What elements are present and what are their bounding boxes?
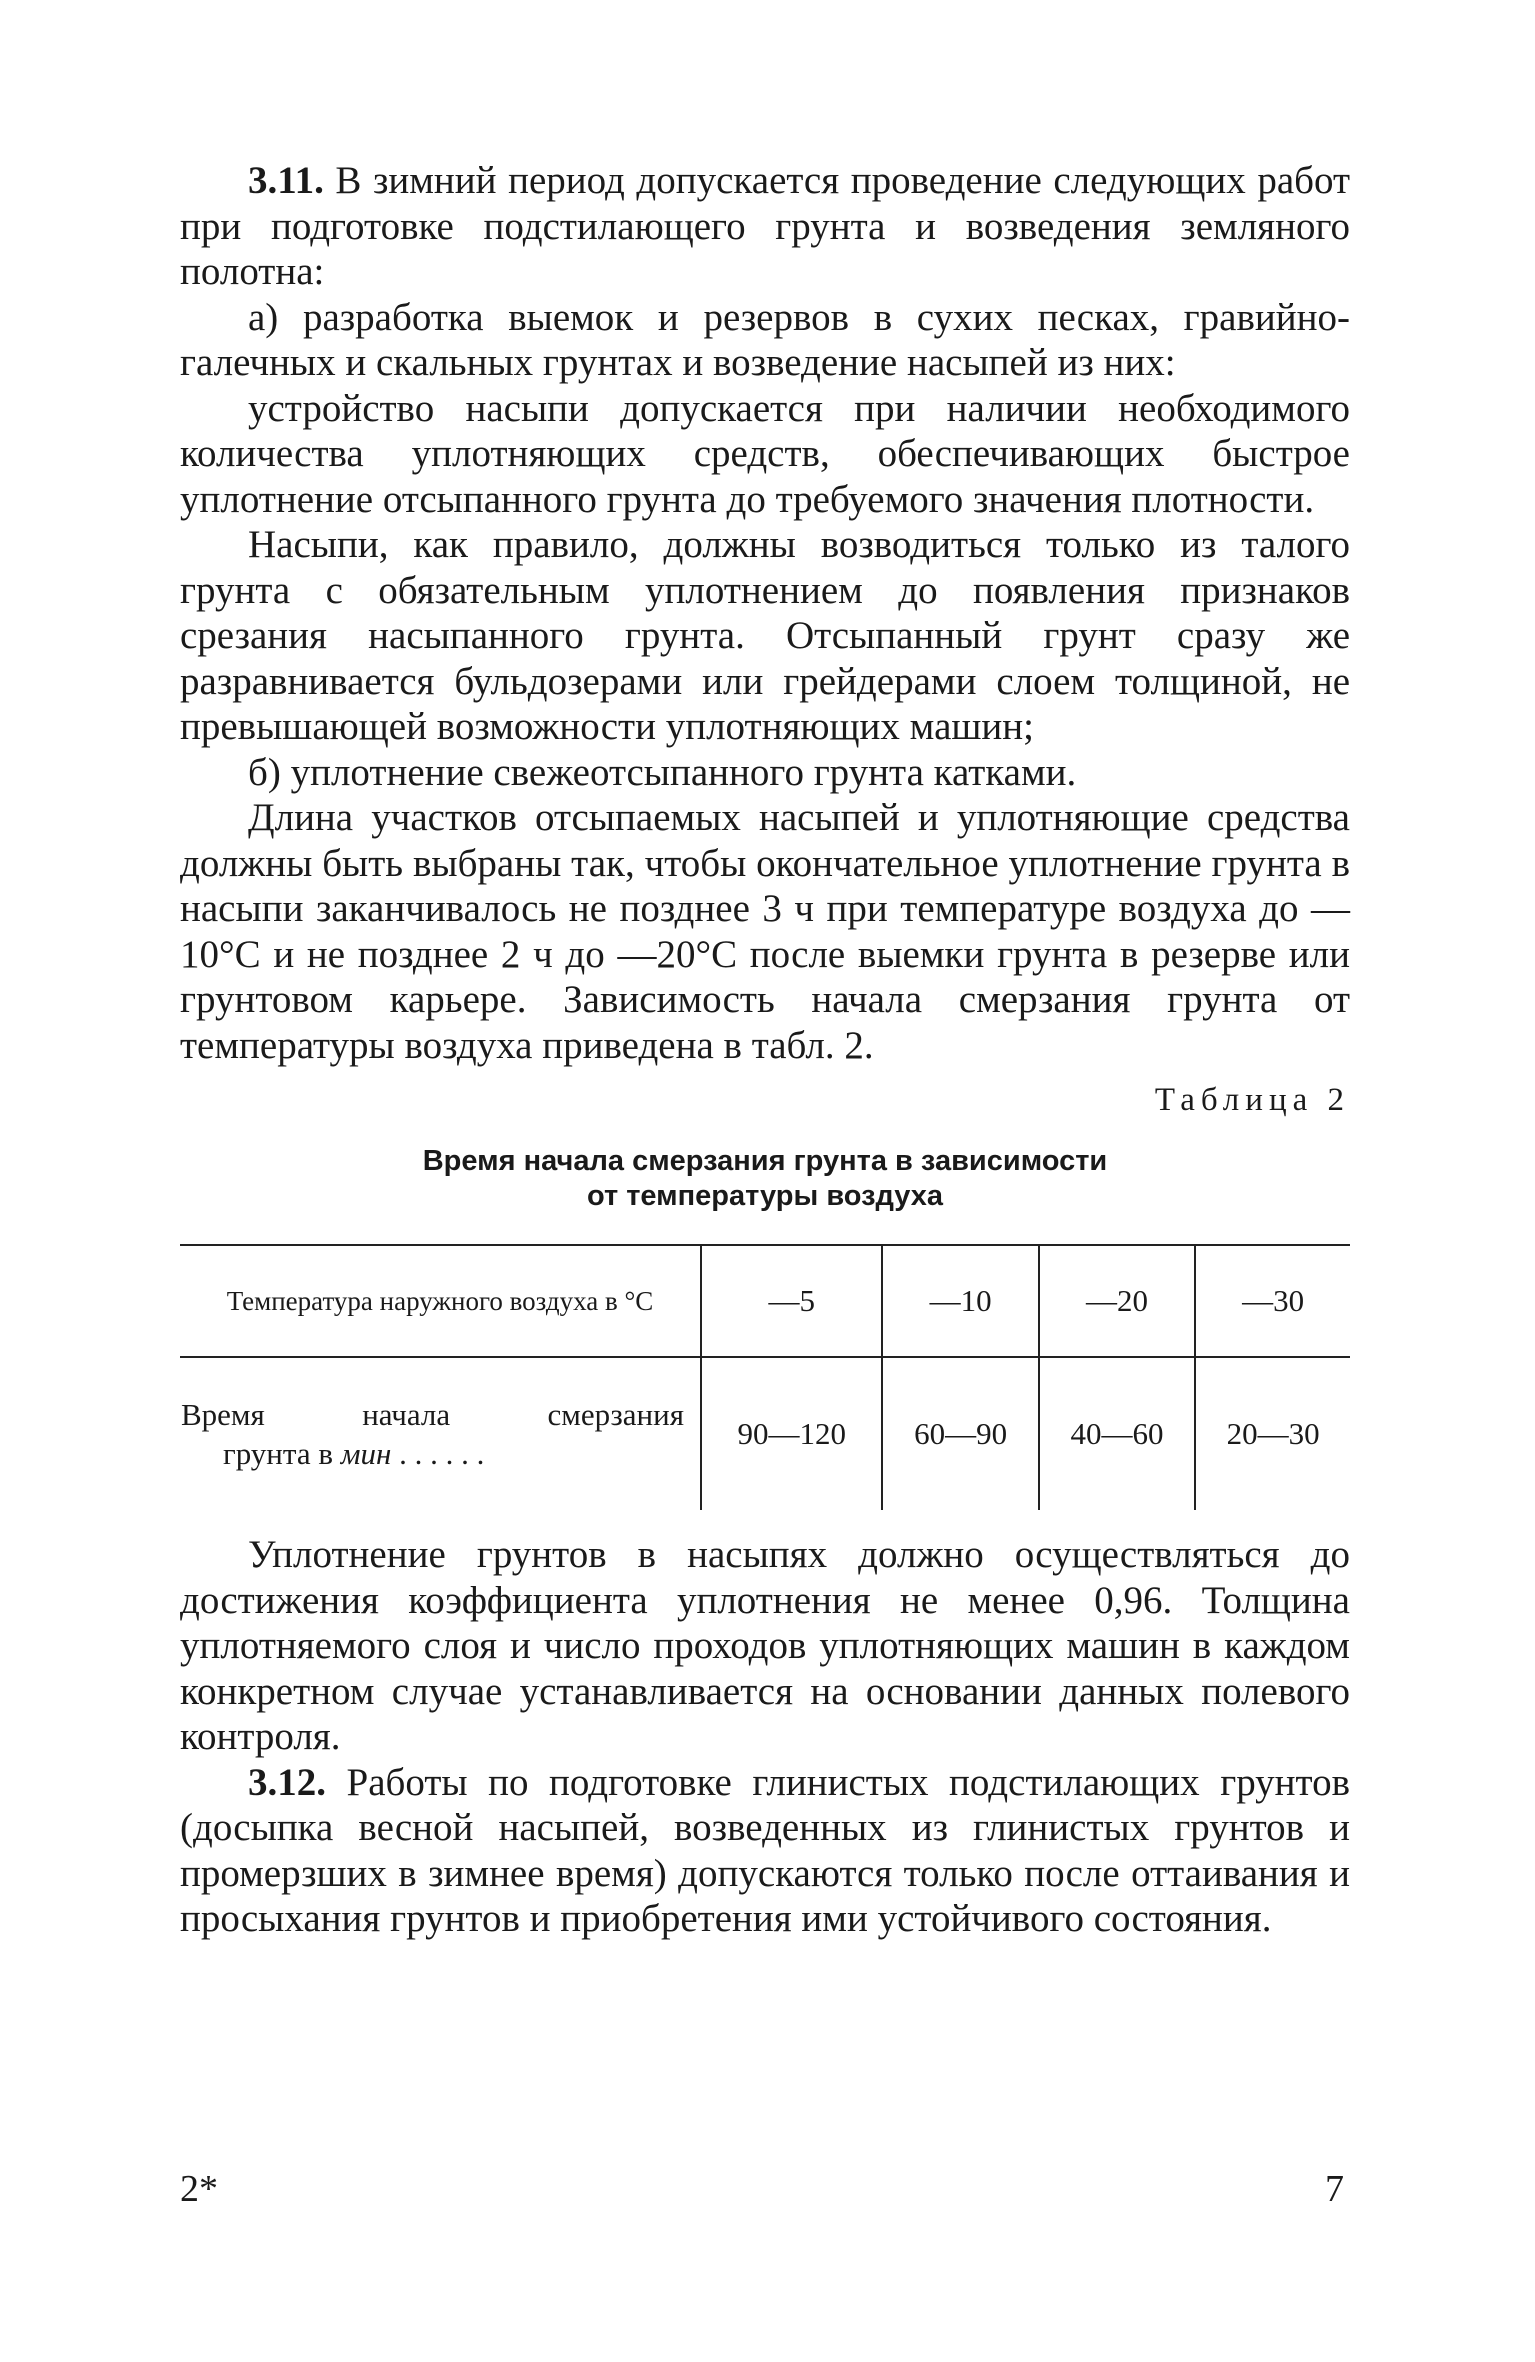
time-cell: 20—30 <box>1195 1357 1350 1510</box>
table-title <box>180 1144 1350 1214</box>
time-cell: 40—60 <box>1039 1357 1195 1510</box>
table-header-row <box>180 1245 1350 1357</box>
header-temp-cell: —20 <box>1039 1245 1195 1357</box>
section-3-12-text: Работы по подготовке глинистых подстилающих грунтов (досыпка весной насыпей, возведенных из глинистых грунтов и промерзших в зимнее время) допускаются только после оттаивания и просыхания грунтов и приобретения ими устойчивого состояния. <box>180 1760 1350 1940</box>
compaction-paragraph: Уплотнение грунтов в насыпях должно осуществляться до достижения коэффициента уплотнения не менее 0,96. Толщина уплотняемого слоя и число проходов уплотняющих машин в каждом конкретном случае устанавливается на основании данных полевого контроля. <box>180 1533 1350 1758</box>
signature-mark: 2* <box>180 2168 218 2210</box>
row-label-word: начала <box>362 1397 451 1432</box>
section-3-12-paragraph <box>180 1760 1350 1942</box>
table-title-line-1: Время начала смерзания грунта в зависимости <box>422 1145 1108 1177</box>
row-label-freezing-start <box>180 1357 701 1510</box>
header-temp-cell: —5 <box>701 1245 882 1357</box>
item-a-paragraph: а) разработка выемок и резервов в сухих песках, гравийно-галечных и скальных грунтах и возведение насыпей из них: <box>180 295 1350 384</box>
header-temp-cell: —10 <box>882 1245 1038 1357</box>
section-3-11-intro <box>180 158 1350 295</box>
row-label-leader: . . . . . . <box>391 1436 485 1471</box>
document-page <box>180 158 1350 1942</box>
section-3-11-intro-text: В зимний период допускается проведение следующих работ при подготовке подстилающего грунта и возведения земляного полотна: <box>180 159 1350 293</box>
row-label-line-1 <box>181 1395 684 1434</box>
embankment-device-paragraph: устройство насыпи допускается при наличии необходимого количества уплотняющих средств, обеспечивающих быстрое уплотнение отсыпанного грунта до требуемого значения плотности. <box>180 386 1350 521</box>
item-b-paragraph: б) уплотнение свежеотсыпанного грунта катками. <box>248 750 1077 794</box>
section-number-3-12: 3.12. <box>248 1760 326 1804</box>
header-temperature-label: Температура наружного воздуха в °С <box>180 1245 701 1357</box>
time-cell: 90—120 <box>701 1357 882 1510</box>
header-temp-cell: —30 <box>1195 1245 1350 1357</box>
section-number-3-11: 3.11. <box>248 159 324 202</box>
table-row <box>180 1357 1350 1510</box>
embankments-rule-paragraph: Насыпи, как правило, должны возводиться только из талого грунта с обязательным уплотнением до появления признаков срезания насыпанного грунта. Отсыпанный грунт сразу же разравнивается бульдозерами или грейдерами слоем толщиной, не превышающей возможности уплотняющих машин; <box>180 523 1350 748</box>
length-paragraph: Длина участков отсыпаемых насыпей и уплотняющие средства должны быть выбраны так, чтобы окончательное уплотнение грунта в насыпи заканчивалось не позднее 3 ч при температуре воздуха до —10°С и не позднее 2 ч до —20°С после выемки грунта в резерве или грунтовом карьере. Зависимость начала смерзания грунта от температуры воздуха приведена в табл. 2. <box>180 796 1350 1067</box>
table-title-line-2: от температуры воздуха <box>586 1180 944 1212</box>
page-number: 7 <box>1325 2168 1344 2210</box>
row-label-prefix: грунта в <box>223 1436 341 1471</box>
time-cell: 60—90 <box>882 1357 1038 1510</box>
row-label-word: смерзания <box>547 1397 684 1432</box>
table-caption: Таблица 2 <box>1154 1082 1350 1118</box>
row-label-line-2 <box>181 1434 684 1473</box>
row-label-unit: мин <box>340 1436 392 1471</box>
row-label-word: Время <box>181 1397 265 1432</box>
freezing-time-table <box>180 1244 1350 1510</box>
